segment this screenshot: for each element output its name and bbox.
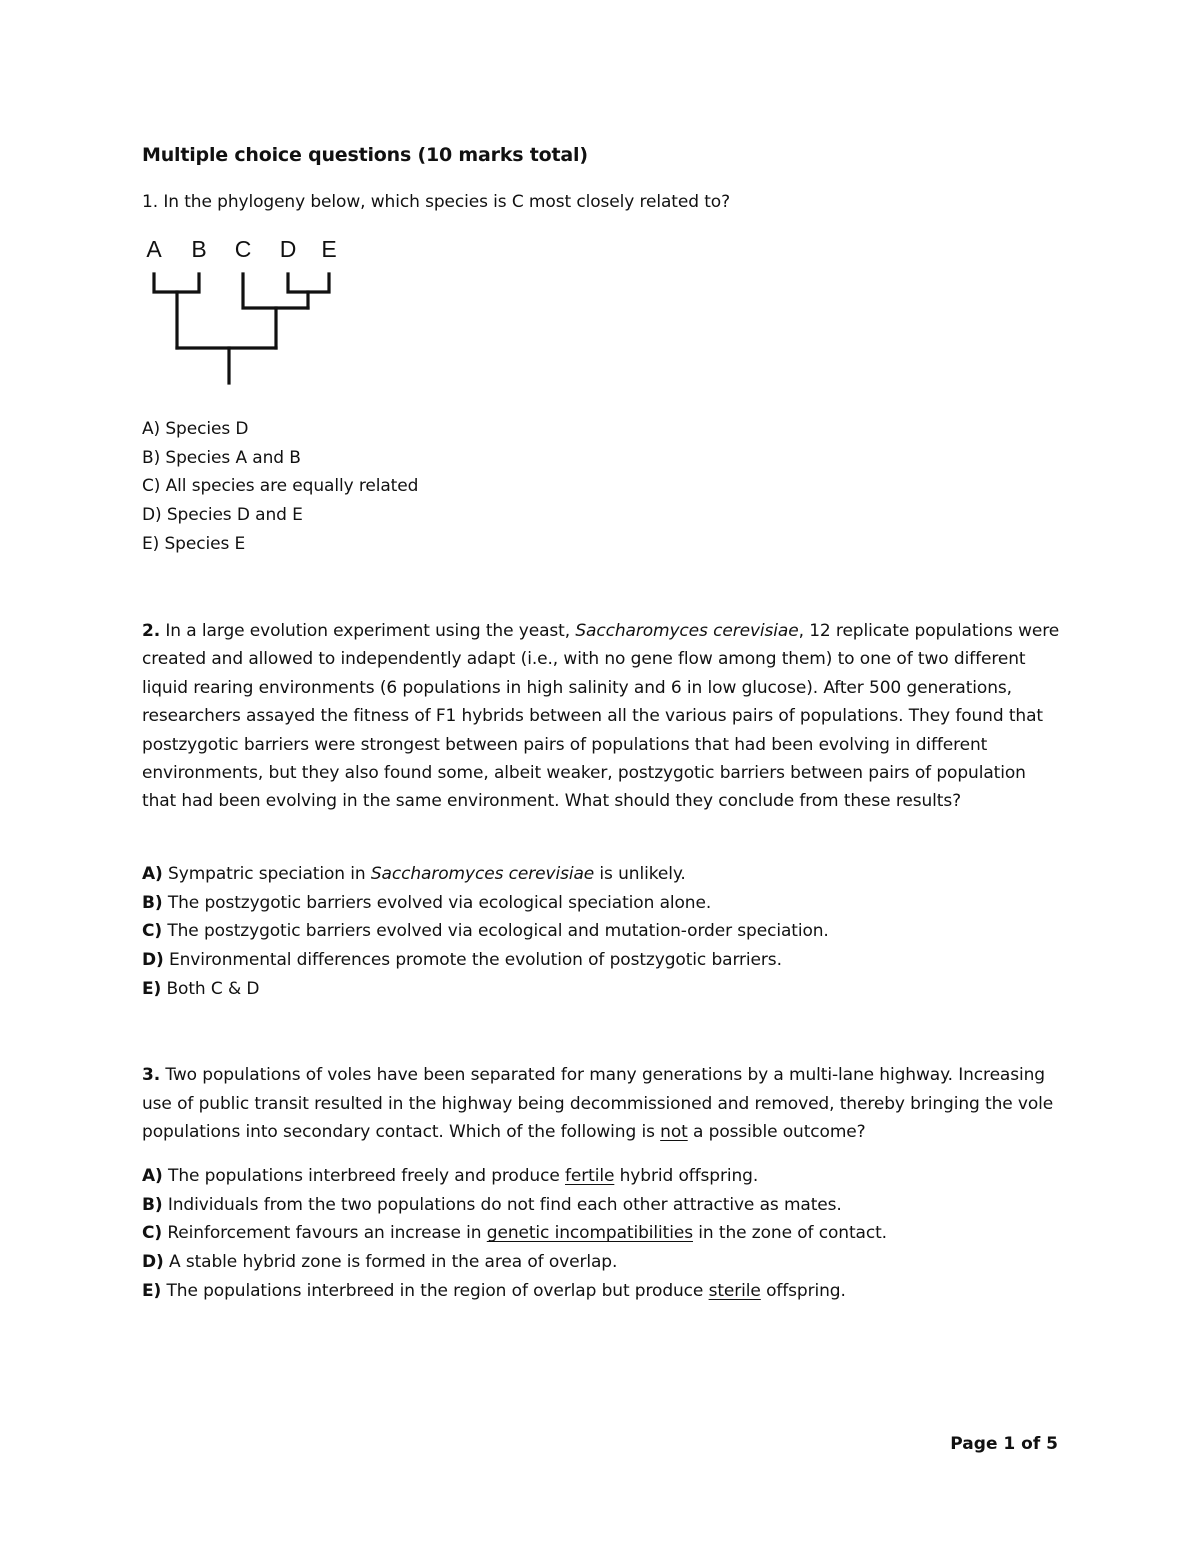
q3-option-b[interactable] [142,1191,1072,1220]
option-text: Both C & D [161,978,260,999]
option-text: The populations interbreed in the region of overlap but produce [161,1280,709,1301]
option-letter: D) [142,505,162,526]
option-text: The postzygotic barriers evolved via ecological speciation alone. [162,892,712,913]
option-letter: D) [142,950,164,971]
option-text: A stable hybrid zone is formed in the area of overlap. [163,1252,618,1273]
option-text: Species A and B [160,447,301,468]
q2-option-e[interactable] [142,975,1072,1004]
option-text: All species are equally related [160,476,419,497]
option-letter: A) [142,864,163,884]
page-label: Page [950,1434,1004,1454]
option-text: in the zone of contact. [692,1223,887,1244]
q3-option-a[interactable] [142,1162,1072,1191]
option-letter: A) [142,419,161,439]
q1-option-b[interactable] [142,444,1072,473]
option-letter: C) [142,1223,163,1244]
question-3-text-cont: a possible outcome? [687,1122,866,1142]
option-text: hybrid offspring. [614,1166,759,1186]
option-letter: B) [142,1194,163,1215]
option-text: Species E [159,533,246,554]
underlined-not: not [660,1122,688,1142]
option-text: Sympatric speciation in [162,864,371,884]
q2-option-b[interactable] [142,889,1072,918]
q3-option-e[interactable] [142,1277,1072,1306]
phylogeny-tree [140,232,350,388]
underlined-term: sterile [708,1280,761,1301]
section-heading: Multiple choice questions (10 marks total) [142,144,588,166]
option-letter: D) [142,1252,164,1273]
tree-tip-e: E [321,236,337,262]
option-text: Species D and E [161,505,303,526]
species-name: Saccharomyces cerevisiae [575,621,799,641]
q2-option-d[interactable] [142,946,1072,975]
page-total: 5 [1046,1434,1058,1454]
question-2-text-cont: , 12 replicate populations were created and allowed to independently adapt (i.e., with no gene flow among them) to one of two different liquid rearing environments (6 populations in high salinity and 6 in low glucose). After 500 generations, researchers assayed the fitness of F1 hybrids between all the various pairs of populations. They found that postzygotic barriers were strongest between pairs of populations that had been evolving in different environments, but they also found some, albeit weaker, postzygotic barriers between pairs of population that had been evolving in the same environment. What should they conclude from these results? [142,621,1060,812]
option-letter: E) [142,978,162,999]
underlined-term: fertile [565,1166,615,1186]
question-1-number: 1. [142,192,159,212]
question-1 [142,188,1062,217]
question-1-text: In the phylogeny below, which species is C most closely related to? [158,192,731,212]
q1-option-e[interactable] [142,530,1072,559]
tree-tip-d: D [279,236,297,262]
species-name: Saccharomyces cerevisiae [370,864,595,884]
option-letter: E) [142,1280,162,1301]
option-text: Individuals from the two populations do not find each other attractive as mates. [162,1194,842,1215]
q1-option-d[interactable] [142,501,1072,530]
q1-option-a[interactable] [142,415,1072,444]
question-2-options [142,860,1072,1004]
question-2 [142,617,1062,816]
tree-branches [154,274,329,383]
option-text: Reinforcement favours an increase in [162,1223,487,1244]
option-text: The populations interbreed freely and produce [162,1166,565,1186]
question-2-number: 2. [142,621,161,641]
q1-option-c[interactable] [142,472,1072,501]
question-3-options [142,1162,1072,1306]
question-1-options [142,415,1072,559]
q3-option-c[interactable] [142,1219,1072,1248]
option-letter: B) [142,892,163,913]
tree-tip-c: C [234,236,252,262]
option-letter: C) [142,476,161,497]
option-text: Species D [160,419,249,439]
q2-option-c[interactable] [142,917,1072,946]
question-3-text: Two populations of voles have been separated for many generations by a multi-lane highway. Increasing use of public transit resulted in the highway being decommissioned and removed, thereby bringing the vole populations into secondary contact. Which of the following is [142,1065,1054,1142]
option-letter: E) [142,533,160,554]
underlined-term: genetic incompatibilities [486,1223,693,1244]
option-letter: A) [142,1166,163,1186]
option-text: The postzygotic barriers evolved via ecological and mutation-order speciation. [162,921,829,942]
question-3 [142,1061,1072,1147]
question-3-number: 3. [142,1065,161,1085]
option-text: Environmental differences promote the evolution of postzygotic barriers. [163,950,782,971]
question-2-text: In a large evolution experiment using the yeast, [160,621,576,641]
page-number-footer [950,1434,1058,1454]
tree-tip-a: A [146,236,162,262]
option-letter: C) [142,921,163,942]
of-label: of [1015,1434,1047,1454]
page-number: 1 [1003,1434,1016,1454]
tree-tip-b: B [191,236,207,262]
option-text: offspring. [760,1280,846,1301]
option-letter: B) [142,447,161,468]
q2-option-a[interactable] [142,860,1072,889]
option-text: is unlikely. [594,864,686,884]
q3-option-d[interactable] [142,1248,1072,1277]
